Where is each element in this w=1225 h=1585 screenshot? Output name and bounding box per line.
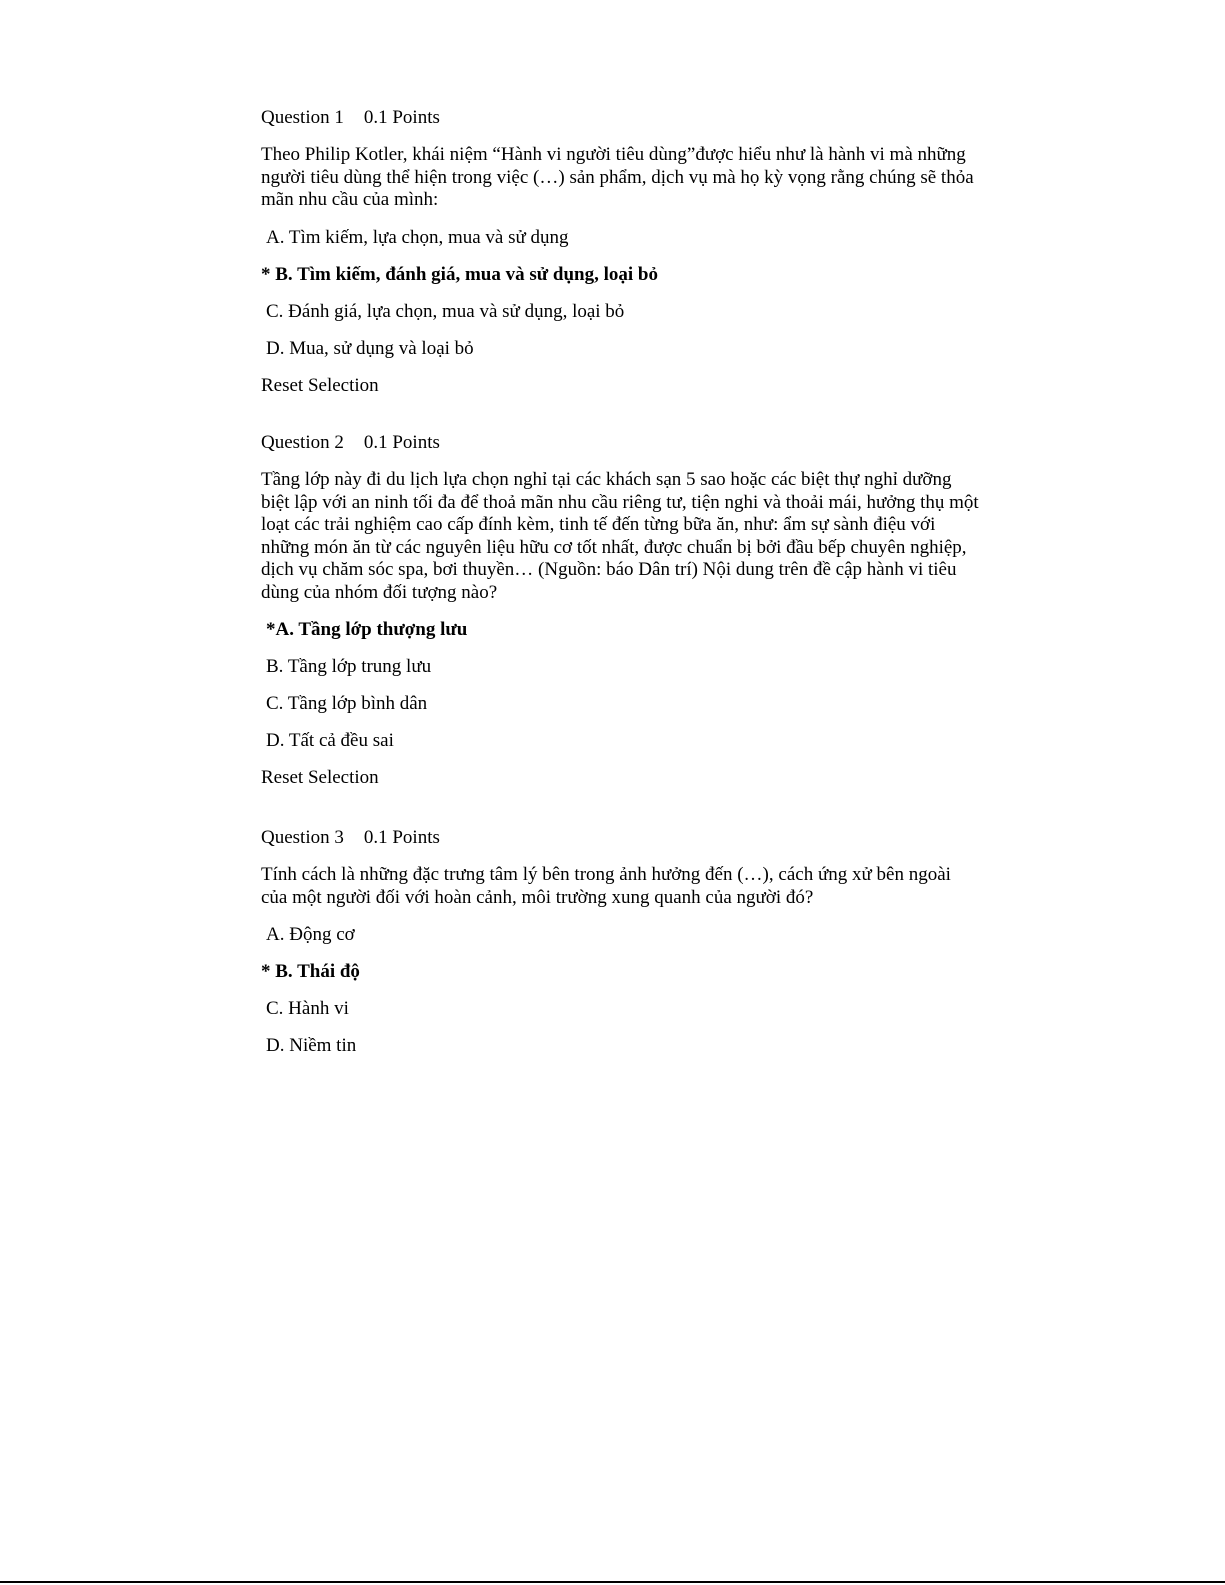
question-points: 0.1 Points xyxy=(363,432,440,453)
question-3 xyxy=(261,827,981,1057)
option-a-correct[interactable]: *A. Tầng lớp thượng lưu xyxy=(266,619,468,640)
option-c[interactable]: C. Hành vi xyxy=(266,998,349,1019)
question-text: Tính cách là những đặc trưng tâm lý bên trong ảnh hưởng đến (…), cách ứng xử bên ngoài của một người đối với hoàn cảnh, môi trường xung quanh của người đó? xyxy=(261,864,951,908)
question-text: Theo Philip Kotler, khái niệm “Hành vi người tiêu dùng”được hiểu như là hành vi mà những người tiêu dùng thể hiện trong việc (…) sản phẩm, dịch vụ mà họ kỳ vọng rằng chúng sẽ thỏa mãn nhu cầu của mình: xyxy=(261,144,974,210)
question-label: Question 1 xyxy=(261,107,344,128)
option-d[interactable]: D. Mua, sử dụng và loại bỏ xyxy=(266,337,474,359)
question-label: Question 2 xyxy=(261,432,344,453)
question-label: Question 3 xyxy=(261,827,344,848)
option-d[interactable]: D. Niềm tin xyxy=(266,1035,357,1056)
option-b[interactable]: B. Tầng lớp trung lưu xyxy=(266,656,432,677)
question-2 xyxy=(261,432,981,789)
option-a[interactable]: A. Động cơ xyxy=(266,924,355,945)
option-a[interactable]: A. Tìm kiếm, lựa chọn, mua và sử dụng xyxy=(266,226,569,248)
question-points: 0.1 Points xyxy=(363,827,440,848)
question-header xyxy=(261,107,981,129)
reset-selection-button[interactable]: Reset Selection xyxy=(261,767,379,788)
option-b-correct[interactable]: * B. Thái độ xyxy=(261,961,360,982)
question-points: 0.1 Points xyxy=(363,107,440,128)
question-header xyxy=(261,432,981,454)
reset-selection-button[interactable]: Reset Selection xyxy=(261,374,379,396)
option-c[interactable]: C. Đánh giá, lựa chọn, mua và sử dụng, loại bỏ xyxy=(266,300,625,322)
question-header xyxy=(261,827,981,849)
question-1 xyxy=(261,107,981,397)
option-b-correct[interactable]: * B. Tìm kiếm, đánh giá, mua và sử dụng, loại bỏ xyxy=(261,263,658,285)
question-text: Tầng lớp này đi du lịch lựa chọn nghỉ tại các khách sạn 5 sao hoặc các biệt thự nghỉ dưỡng biệt lập với an ninh tối đa để thoả mãn nhu cầu riêng tư, tiện nghi và thoải mái, hưởng thụ một loạt các trải nghiệm cao cấp đính kèm, tinh tế đến từng bữa ăn, như: ẩm sự sành điệu với những món ăn từ các nguyên liệu hữu cơ tốt nhất, được chuẩn bị bởi đầu bếp chuyên nghiệp, dịch vụ chăm sóc spa, bơi thuyền… (Nguồn: báo Dân trí) Nội dung trên đề cập hành vi tiêu dùng của nhóm đối tượng nào? xyxy=(261,469,979,603)
page-bottom-border xyxy=(0,1581,1225,1583)
option-c[interactable]: C. Tầng lớp bình dân xyxy=(266,693,428,714)
option-d[interactable]: D. Tất cả đều sai xyxy=(266,730,394,751)
